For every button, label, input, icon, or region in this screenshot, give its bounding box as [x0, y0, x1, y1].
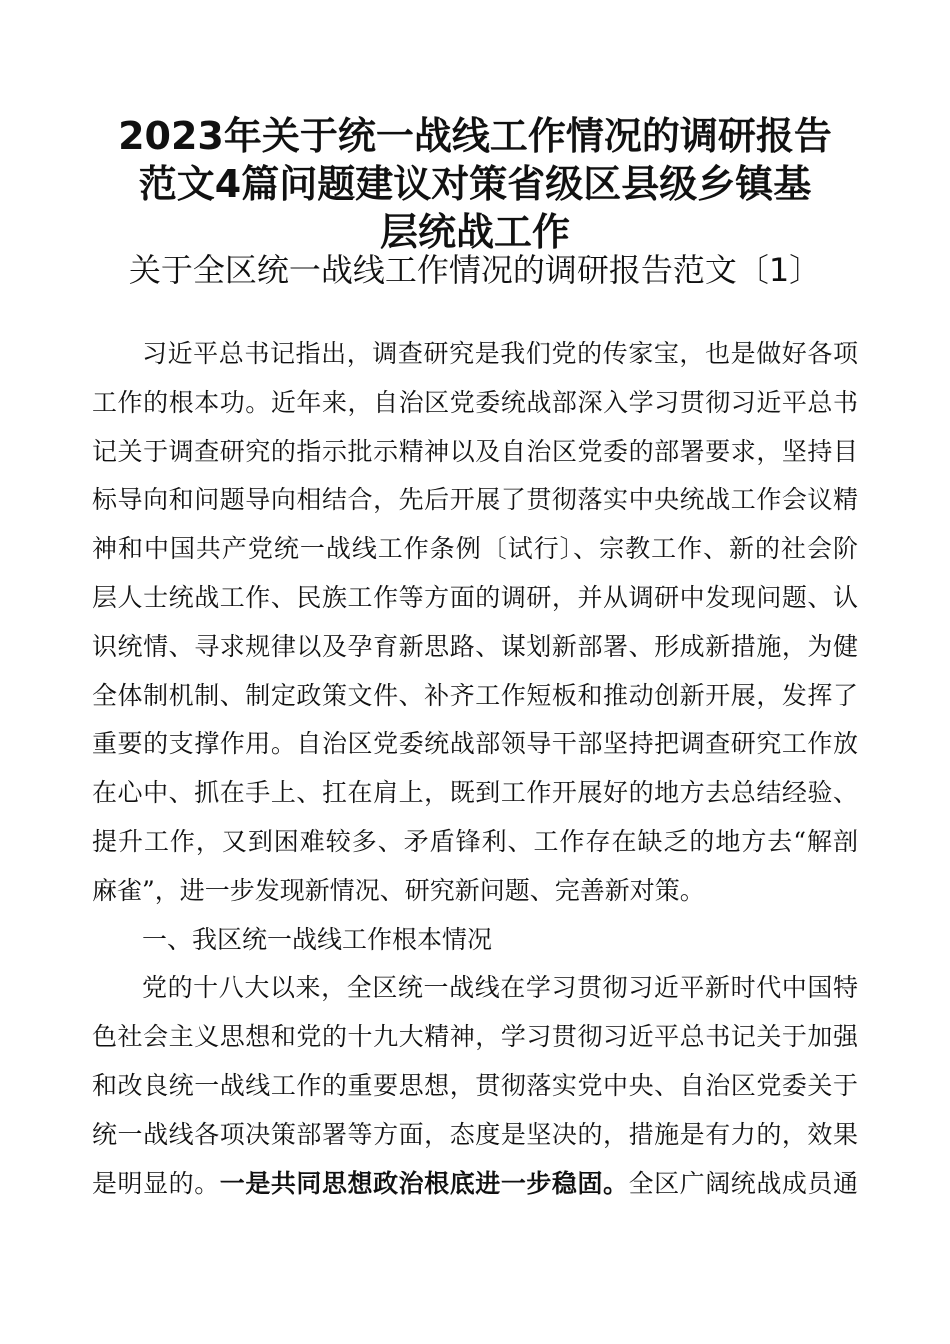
- line-text: 全区广阔统战成员通: [628, 1168, 858, 1198]
- paragraph-line: 习近平总书记指出，调查研究是我们党的传家宝，也是做好各项: [142, 339, 858, 368]
- paragraph-line: 提升工作，又到困难较多、矛盾锋利、工作存在缺乏的地方去“解剖: [92, 826, 858, 856]
- paragraph-line-mixed: [92, 1160, 858, 1209]
- title-line-2: 范文4篇问题建议对策省级区县级乡镇基: [138, 162, 812, 206]
- paragraph-line: 麻雀”，进一步发现新情况、研究新问题、完善新对策。: [92, 875, 705, 905]
- document-body: [92, 330, 858, 1208]
- paragraph-line: 在心中、抓在手上、扛在肩上，既到工作开展好的地方去总结经验、: [92, 778, 858, 808]
- document-title: [90, 112, 860, 256]
- paragraph-line: 统一战线各项决策部署等方面，态度是坚决的，措施是有力的，效果: [92, 1119, 858, 1149]
- section-paragraph: [92, 964, 858, 1208]
- section-heading: 一、我区统一战线工作根本情况: [142, 924, 493, 954]
- paragraph-line: 工作的根本功。近年来，自治区党委统战部深入学习贯彻习近平总书: [92, 387, 858, 417]
- paragraph-line: 色社会主义思想和党的十九大精神，学习贯彻习近平总书记关于加强: [92, 1022, 858, 1052]
- intro-paragraph: [92, 330, 858, 916]
- paragraph-line: 识统情、寻求规律以及孕育新思路、谋划新部署、形成新措施，为健: [92, 631, 858, 661]
- bold-key-point: 一是共同思想政治根底进一步稳固。: [219, 1168, 629, 1198]
- title-line-3: 层统战工作: [379, 210, 570, 254]
- paragraph-line: 重要的支撑作用。自治区党委统战部领导干部坚持把调查研究工作放: [92, 729, 858, 759]
- paragraph-line: 记关于调查研究的指示批示精神以及自治区党委的部署要求，坚持目: [92, 436, 858, 466]
- paragraph-line: 和改良统一战线工作的重要思想，贯彻落实党中央、自治区党委关于: [92, 1070, 858, 1100]
- paragraph-line: 神和中国共产党统一战线工作条例〔试行〕、宗教工作、新的社会阶: [92, 534, 858, 564]
- paragraph-line: 党的十八大以来，全区统一战线在学习贯彻习近平新时代中国特: [142, 973, 858, 1003]
- paragraph-line: 层人士统战工作、民族工作等方面的调研，并从调研中发现问题、认: [92, 582, 858, 612]
- paragraph-line: 标导向和问题导向相结合，先后开展了贯彻落实中央统战工作会议精: [92, 485, 858, 515]
- paragraph-line: 全体制机制、制定政策文件、补齐工作短板和推动创新开展，发挥了: [92, 680, 858, 710]
- document-subtitle: 关于全区统一战线工作情况的调研报告范文〔1〕: [128, 251, 822, 289]
- line-text: 是明显的。: [92, 1168, 220, 1198]
- title-line-1: 2023年关于统一战线工作情况的调研报告: [118, 114, 832, 158]
